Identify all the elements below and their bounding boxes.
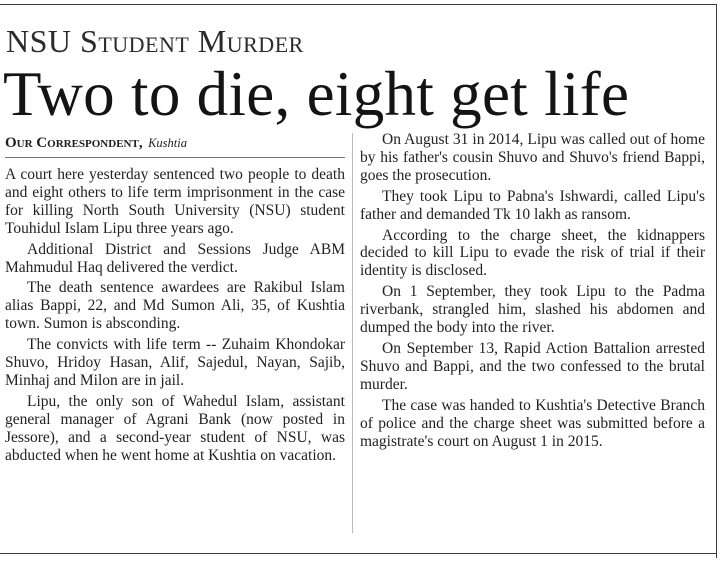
byline-name: Our Correspondent,	[5, 135, 143, 151]
paragraph: On September 13, Rapid Action Battalion arrested Shuvo and Bappi, and the two confessed to the brutal murder.	[360, 339, 705, 393]
headline-kicker: NSU Student Murder	[6, 23, 304, 59]
right-column	[360, 131, 705, 453]
right-border-rule	[716, 4, 717, 558]
headline: Two to die, eight get life	[3, 59, 630, 129]
paragraph: On August 31 in 2014, Lipu was called out of home by his father's cousin Shuvo and Shuvo's friend Bappi, goes the prosecution.	[360, 131, 705, 184]
bottom-border-rule	[0, 553, 717, 554]
column-divider	[352, 133, 353, 533]
paragraph: Additional District and Sessions Judge ABM Mahmudul Haq delivered the verdict.	[5, 240, 345, 276]
paragraph: According to the charge sheet, the kidnappers decided to kill Lipu to evade the risk of trial if their identity is disclosed.	[360, 226, 705, 280]
top-border-rule	[0, 4, 717, 5]
paragraph: A court here yesterday sentenced two people to death and eight others to life term imprisonment in the case for killing North South University (NSU) student Touhidul Islam Lipu three years ago.	[5, 166, 345, 237]
byline-rule	[5, 157, 345, 158]
paragraph: Lipu, the only son of Wahedul Islam, assistant general manager of Agrani Bank (now posted in Jessore), and a second-year student of NSU, was abducted when he went home at Kushtia on vacation.	[5, 392, 345, 464]
byline	[5, 134, 187, 153]
paragraph: On 1 September, they took Lipu to the Padma riverbank, strangled him, slashed his abdomen and dumped the body into the river.	[360, 283, 705, 337]
byline-place: Kushtia	[148, 136, 187, 150]
paragraph: The convicts with life term -- Zuhaim Khondokar Shuvo, Hridoy Hasan, Alif, Sajedul, Nayan, Sajib, Minhaj and Milon are in jail.	[5, 336, 345, 389]
paragraph: They took Lipu to Pabna's Ishwardi, called Lipu's father and demanded Tk 10 lakh as ransom.	[360, 187, 705, 223]
left-column	[5, 166, 345, 468]
paragraph: The case was handed to Kushtia's Detective Branch of police and the charge sheet was submitted before a magistrate's court on August 1 in 2015.	[360, 396, 705, 450]
paragraph: The death sentence awardees are Rakibul Islam alias Bappi, 22, and Md Sumon Ali, 35, of Kushtia town. Sumon is absconding.	[5, 279, 345, 333]
